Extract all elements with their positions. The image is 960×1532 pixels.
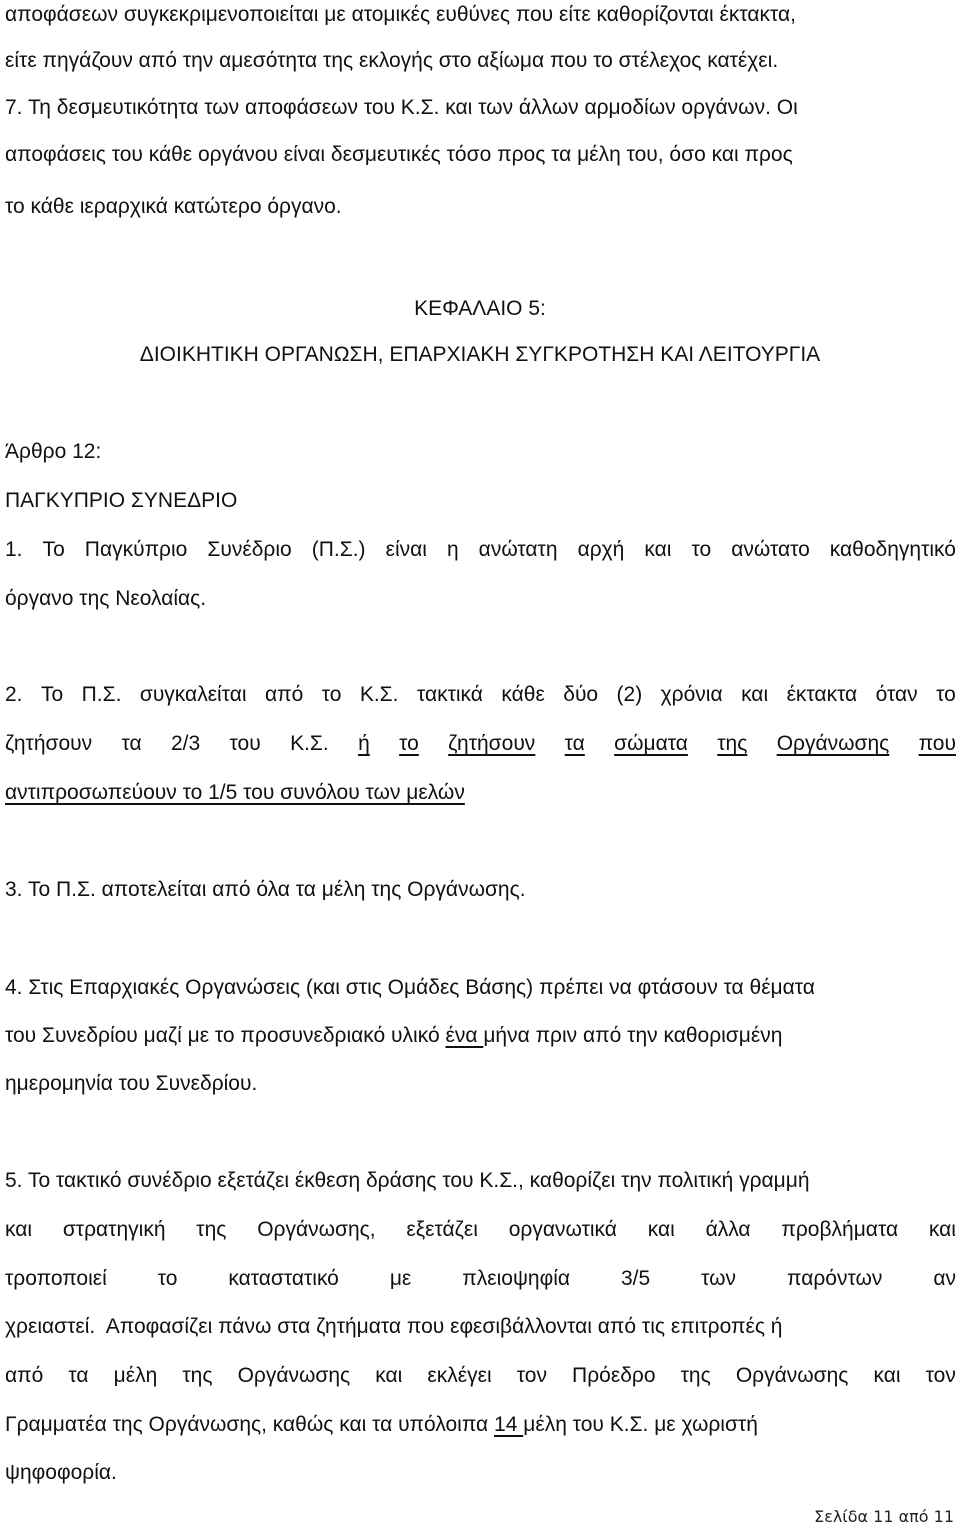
underlined-word: ή bbox=[358, 732, 370, 755]
word: τροποποιεί bbox=[5, 1267, 107, 1290]
word: κάθε bbox=[501, 683, 545, 706]
word: από bbox=[264, 683, 304, 706]
word: και bbox=[928, 1218, 956, 1241]
word: της bbox=[196, 1218, 227, 1241]
item-7-line-1: 7. Τη δεσμευτικότητα των αποφάσεων του Κ.Σ. και των άλλων αρμοδίων οργάνων. Οι bbox=[5, 96, 798, 119]
word: μέλη bbox=[113, 1364, 158, 1387]
word: έκτακτα bbox=[786, 683, 858, 706]
paragraph-2-line-2 bbox=[5, 729, 956, 759]
word: των bbox=[701, 1267, 737, 1290]
word: όταν bbox=[875, 683, 918, 706]
text-run: Γραμματέα της Οργάνωσης, καθώς και τα υπόλοιπα bbox=[5, 1413, 495, 1436]
item-7-line-2: αποφάσεις του κάθε οργάνου είναι δεσμευτικές τόσο προς τα μέλη του, όσο και προς bbox=[5, 143, 793, 166]
word: από bbox=[5, 1364, 44, 1387]
word: και bbox=[741, 683, 769, 706]
word: με bbox=[389, 1267, 412, 1290]
chapter-title: ΔΙΟΙΚΗΤΙΚΗ ΟΡΓΑΝΩΣΗ, ΕΠΑΡΧΙΑΚΗ ΣΥΓΚΡΟΤΗΣΗ ΚΑΙ ΛΕΙΤΟΥΡΓΙΑ bbox=[139, 343, 821, 366]
word: συγκαλείται bbox=[139, 683, 247, 706]
intro-line-2: είτε πηγάζουν από την αμεσότητα της εκλογής στο αξίωμα που το στέλεχος κατέχει. bbox=[5, 49, 779, 72]
chapter-number: ΚΕΦΑΛΑΙΟ 5: bbox=[414, 297, 546, 320]
word: το bbox=[321, 683, 342, 706]
word: η bbox=[446, 538, 459, 561]
word: και bbox=[375, 1364, 403, 1387]
text-run: μέλη του Κ.Σ. με χωριστή bbox=[523, 1413, 758, 1436]
paragraph-5-line-3 bbox=[5, 1264, 956, 1294]
word: αν bbox=[933, 1267, 956, 1290]
underlined-word: τα bbox=[564, 732, 585, 755]
word: καθοδηγητικό bbox=[829, 538, 956, 561]
word: Πρόεδρο bbox=[572, 1364, 656, 1387]
word: και bbox=[5, 1218, 33, 1241]
word: τα bbox=[121, 732, 142, 755]
paragraph-5-line-5 bbox=[5, 1361, 956, 1391]
word: 1. bbox=[5, 538, 23, 561]
word: το bbox=[936, 683, 956, 706]
underlined-word: 14 bbox=[494, 1413, 524, 1436]
word: Οργάνωσης bbox=[237, 1364, 351, 1387]
word: (2) bbox=[616, 683, 643, 706]
paragraph-5-line-7: ψηφοφορία. bbox=[5, 1461, 117, 1484]
intro-line-1: αποφάσεων συγκεκριμενοποιείται με ατομικές ευθύνες που είτε καθορίζονται έκτακτα, bbox=[5, 3, 797, 26]
word: και bbox=[644, 538, 672, 561]
word: τον bbox=[925, 1364, 956, 1387]
word: της bbox=[680, 1364, 711, 1387]
underlined-word: το bbox=[399, 732, 419, 755]
underlined-word: που bbox=[918, 732, 956, 755]
word: ανώτατο bbox=[731, 538, 810, 561]
underlined-word: Οργάνωσης bbox=[776, 732, 890, 755]
word: 3/5 bbox=[620, 1267, 651, 1290]
word: χρόνια bbox=[660, 683, 723, 706]
word: του bbox=[229, 732, 261, 755]
word: Το bbox=[42, 538, 65, 561]
paragraph-1-line-2: όργανο της Νεολαίας. bbox=[5, 587, 207, 610]
text-run: μήνα πριν από την καθορισμένη bbox=[483, 1024, 783, 1047]
paragraph-5-line-2 bbox=[5, 1215, 956, 1245]
paragraph-5-line-1: 5. Το τακτικό συνέδριο εξετάζει έκθεση δράσης του Κ.Σ., καθορίζει την πολιτική γραμμή bbox=[5, 1169, 810, 1192]
word: 2/3 bbox=[171, 732, 201, 755]
word: και bbox=[873, 1364, 901, 1387]
word: στρατηγική bbox=[62, 1218, 166, 1241]
word: προβλήματα bbox=[781, 1218, 899, 1241]
word: παρόντων bbox=[787, 1267, 883, 1290]
word: το bbox=[157, 1267, 178, 1290]
article-title: ΠΑΓΚΥΠΡΙΟ ΣΥΝΕΔΡΙΟ bbox=[5, 489, 238, 512]
page-number-footer: Σελίδα 11 από 11 bbox=[814, 1507, 954, 1526]
paragraph-3-line-1: 3. Το Π.Σ. αποτελείται από όλα τα μέλη της Οργάνωσης. bbox=[5, 878, 526, 901]
word: Κ.Σ. bbox=[359, 683, 399, 706]
word: οργανωτικά bbox=[508, 1218, 617, 1241]
word: Οργάνωσης, bbox=[257, 1218, 376, 1241]
underlined-word: της bbox=[717, 732, 748, 755]
word: και bbox=[647, 1218, 675, 1241]
text-run: του Συνεδρίου μαζί με το προσυνεδριακό υλικό bbox=[5, 1024, 446, 1047]
word: ανώτατη bbox=[478, 538, 558, 561]
paragraph-5-line-4: χρειαστεί. Αποφασίζει πάνω στα ζητήματα που εφεσιβάλλονται από τις επιτροπές ή bbox=[5, 1315, 783, 1338]
article-number: Άρθρο 12: bbox=[5, 440, 102, 463]
underlined-word: ζητήσουν bbox=[448, 732, 536, 755]
word: Κ.Σ. bbox=[290, 732, 329, 755]
word: τακτικά bbox=[416, 683, 483, 706]
paragraph-4-line-1: 4. Στις Επαρχιακές Οργανώσεις (και στις Ομάδες Βάσης) πρέπει να φτάσουν τα θέματα bbox=[5, 976, 815, 999]
word: εξετάζει bbox=[406, 1218, 478, 1241]
item-7-line-3: το κάθε ιεραρχικά κατώτερο όργανο. bbox=[5, 195, 342, 218]
word: δύο bbox=[563, 683, 599, 706]
word: Συνέδριο bbox=[207, 538, 292, 561]
word: ζητήσουν bbox=[5, 732, 93, 755]
word: Οργάνωσης bbox=[735, 1364, 849, 1387]
word: εκλέγει bbox=[427, 1364, 492, 1387]
word: (Π.Σ.) bbox=[311, 538, 366, 561]
word: τα bbox=[68, 1364, 89, 1387]
paragraph-5-line-6 bbox=[5, 1410, 956, 1440]
paragraph-2-line-1 bbox=[5, 680, 956, 710]
paragraph-4-line-2 bbox=[5, 1021, 956, 1051]
word: της bbox=[182, 1364, 213, 1387]
word: αρχή bbox=[577, 538, 625, 561]
underlined-word: ένα bbox=[445, 1024, 484, 1047]
word: Το bbox=[40, 683, 64, 706]
word: Π.Σ. bbox=[81, 683, 122, 706]
word: το bbox=[691, 538, 712, 561]
word: τον bbox=[516, 1364, 547, 1387]
word: Παγκύπριο bbox=[84, 538, 188, 561]
word: άλλα bbox=[705, 1218, 751, 1241]
word: πλειοψηφία bbox=[462, 1267, 571, 1290]
underlined-phrase: αντιπροσωπεύουν το 1/5 του συνόλου των μελών bbox=[5, 781, 465, 804]
word: καταστατικό bbox=[228, 1267, 339, 1290]
word: 2. bbox=[5, 683, 23, 706]
word: είναι bbox=[385, 538, 427, 561]
underlined-word: σώματα bbox=[614, 732, 688, 755]
paragraph-1-line-1 bbox=[5, 535, 956, 565]
paragraph-4-line-3: ημερομηνία του Συνεδρίου. bbox=[5, 1072, 258, 1095]
paragraph-2-line-3 bbox=[5, 778, 956, 808]
